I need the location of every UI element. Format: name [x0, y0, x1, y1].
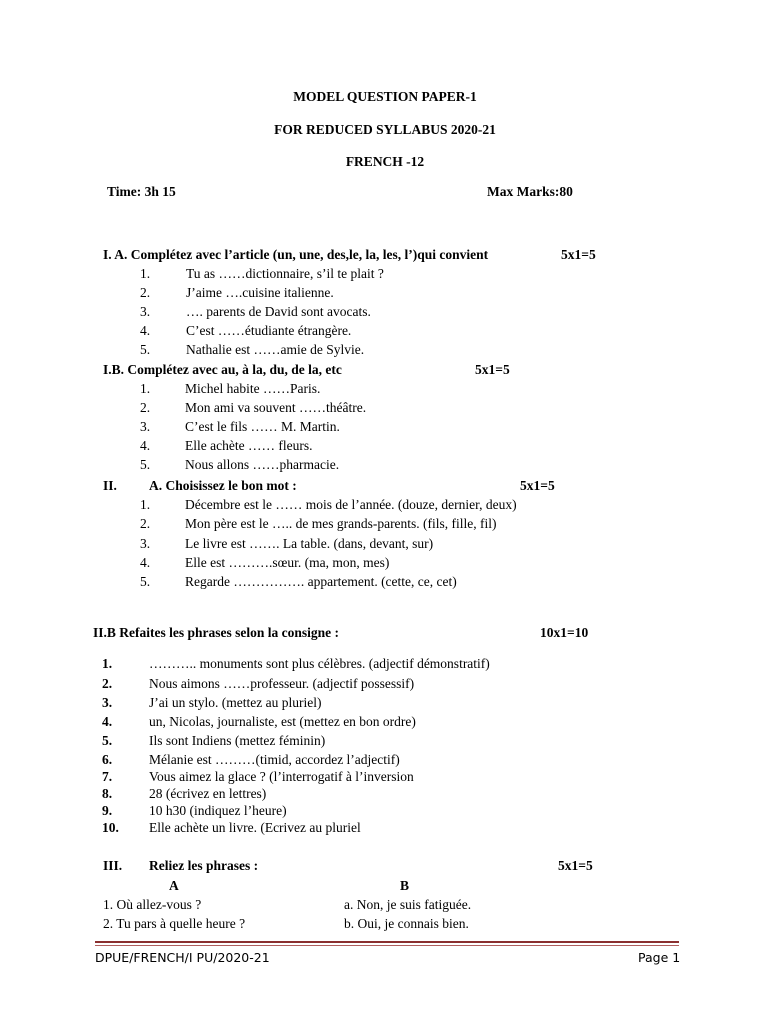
paper-title: MODEL QUESTION PAPER-1: [293, 89, 477, 104]
list-item-number: 5.: [140, 574, 151, 589]
list-item-number: 2.: [140, 285, 151, 300]
paper-subtitle: FOR REDUCED SYLLABUS 2020-21: [274, 122, 496, 137]
list-item-number: 1.: [102, 656, 113, 671]
footer-divider: [95, 941, 679, 943]
list-item-number: 3.: [140, 536, 151, 551]
list-item: ……….. monuments sont plus célèbres. (adjectif démonstratif): [149, 656, 490, 671]
list-item: J’ai un stylo. (mettez au pluriel): [149, 695, 322, 710]
list-item-number: 8.: [102, 786, 113, 801]
list-item: Elle achète …… fleurs.: [185, 438, 313, 453]
list-item: Décembre est le …… mois de l’année. (douze, dernier, deux): [185, 497, 517, 512]
list-item: C’est ……étudiante étrangère.: [186, 323, 352, 338]
list-item-number: 3.: [140, 304, 151, 319]
section-1b-heading: I.B. Complétez avec au, à la, du, de la, etc: [103, 362, 342, 377]
list-item: …. parents de David sont avocats.: [186, 304, 371, 319]
matching-item-a: 1. Où allez-vous ?: [103, 897, 202, 912]
section-2a-heading: A. Choisissez le bon mot :: [149, 478, 297, 493]
list-item: Tu as ……dictionnaire, s’il te plait ?: [186, 266, 384, 281]
list-item: Nous allons ……pharmacie.: [185, 457, 340, 472]
list-item-number: 3.: [102, 695, 113, 710]
list-item-number: 1.: [140, 497, 151, 512]
section-1a-marks: 5x1=5: [561, 247, 596, 262]
list-item: Michel habite ……Paris.: [185, 381, 321, 396]
list-item-number: 1.: [140, 266, 151, 281]
list-item-number: 7.: [102, 769, 113, 784]
list-item: Le livre est ……. La table. (dans, devant, sur): [185, 536, 434, 551]
list-item-number: 4.: [140, 438, 151, 453]
list-item-number: 5.: [140, 342, 151, 357]
list-item-number: 4.: [140, 323, 151, 338]
section-3-heading: Reliez les phrases :: [149, 858, 259, 873]
list-item: Vous aimez la glace ? (l’interrogatif à l’inversion: [149, 769, 414, 784]
list-item: Nous aimons ……professeur. (adjectif possessif): [149, 676, 415, 691]
list-item: Regarde ……………. appartement. (cette, ce, cet): [185, 574, 457, 589]
matching-item-b: a. Non, je suis fatiguée.: [344, 897, 472, 912]
matching-item-a: 2. Tu pars à quelle heure ?: [103, 916, 246, 931]
section-3-marks: 5x1=5: [558, 858, 593, 873]
list-item-number: 2.: [102, 676, 113, 691]
list-item-number: 9.: [102, 803, 113, 818]
list-item-number: 5.: [102, 733, 113, 748]
list-item: Elle est ……….sœur. (ma, mon, mes): [185, 555, 390, 570]
section-2a-marks: 5x1=5: [520, 478, 555, 493]
max-marks-label: Max Marks:80: [487, 184, 573, 199]
list-item-number: 10.: [102, 820, 119, 835]
list-item-number: 2.: [140, 516, 151, 531]
section-2b-heading: II.B Refaites les phrases selon la consigne :: [93, 625, 339, 640]
list-item-number: 1.: [140, 381, 151, 396]
section-3-roman: III.: [103, 858, 123, 873]
time-label: Time: 3h 15: [107, 184, 176, 199]
list-item: J’aime ….cuisine italienne.: [186, 285, 334, 300]
list-item: 28 (écrivez en lettres): [149, 786, 267, 801]
section-1a-heading: I. A. Complétez avec l’article (un, une, des,le, la, les, l’)qui convient: [103, 247, 489, 262]
page-number: Page 1: [638, 950, 681, 965]
list-item-number: 3.: [140, 419, 151, 434]
list-item: C’est le fils …… M. Martin.: [185, 419, 340, 434]
paper-subject: FRENCH -12: [345, 154, 425, 169]
footer-divider-thin: [95, 945, 679, 946]
column-b-header: B: [400, 878, 410, 893]
list-item-number: 5.: [140, 457, 151, 472]
list-item-number: 2.: [140, 400, 151, 415]
section-1b-marks: 5x1=5: [475, 362, 510, 377]
section-2b-marks: 10x1=10: [540, 625, 589, 640]
list-item-number: 4.: [102, 714, 113, 729]
list-item: un, Nicolas, journaliste, est (mettez en bon ordre): [149, 714, 416, 729]
list-item: Mon père est le ….. de mes grands-parents. (fils, fille, fil): [185, 516, 497, 531]
column-a-header: A: [169, 878, 179, 893]
list-item: Nathalie est ……amie de Sylvie.: [186, 342, 365, 357]
list-item-number: 6.: [102, 752, 113, 767]
matching-item-b: b. Oui, je connais bien.: [344, 916, 469, 931]
list-item: 10 h30 (indiquez l’heure): [149, 803, 287, 818]
list-item: Mélanie est ………(timid, accordez l’adjectif): [149, 752, 400, 767]
list-item: Mon ami va souvent ……théâtre.: [185, 400, 367, 415]
list-item-number: 4.: [140, 555, 151, 570]
section-2-roman: II.: [103, 478, 117, 493]
list-item: Ils sont Indiens (mettez féminin): [149, 733, 326, 748]
list-item: Elle achète un livre. (Ecrivez au pluriel: [149, 820, 361, 835]
footer-document-code: DPUE/FRENCH/I PU/2020-21: [95, 950, 270, 965]
